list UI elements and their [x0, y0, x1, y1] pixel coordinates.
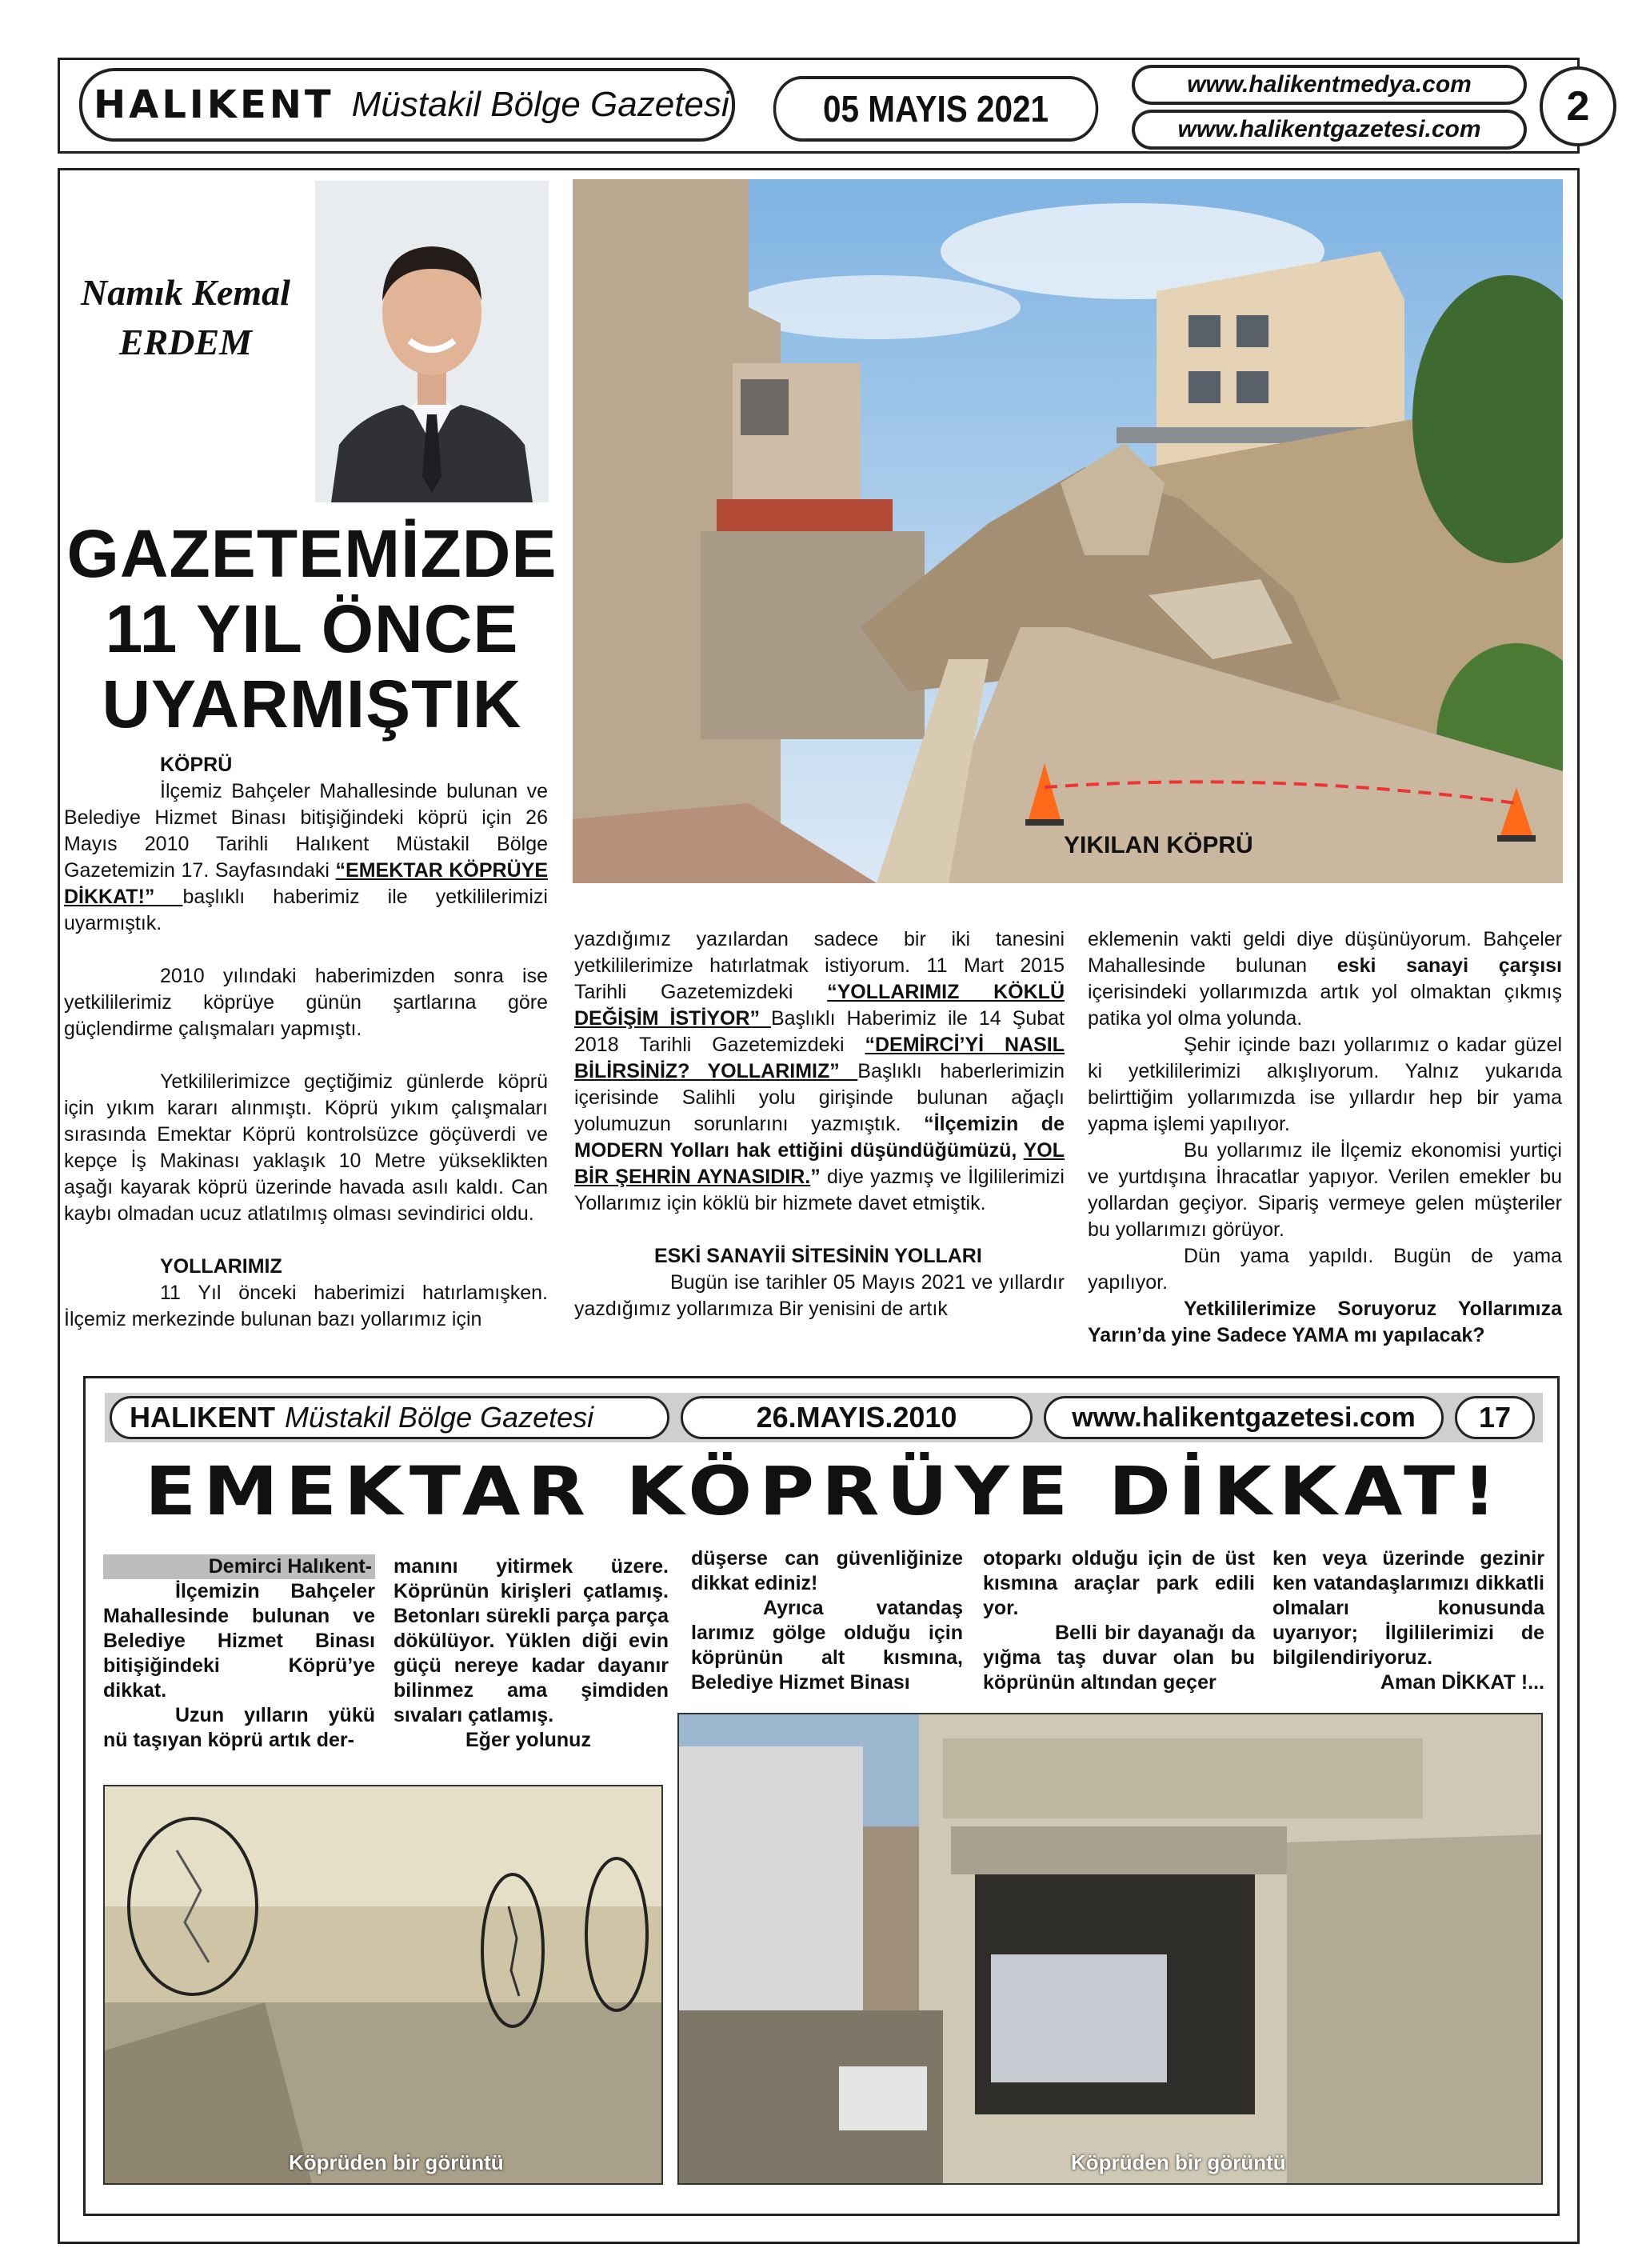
section-heading-kopru: KÖPRÜ — [160, 754, 233, 776]
clipping-paragraph: Uzun yılların yükü nü taşıyan köprü artık der- — [103, 1704, 375, 1751]
bold-quote-end: ” — [810, 1166, 827, 1188]
clipping-paragraph: düşerse can güvenliğinize dikkat ediniz! — [691, 1547, 963, 1594]
paragraph: Bu yollarımız ile İlçemiz ekonomisi yurtiçi ve yurtdışına İhracatlar yapıyor. Verilen emekler bu yollardan geçiyor. Sipariş vermeye gelen müşteriler bu yollarımızı görüyor. — [1088, 1139, 1562, 1241]
section-heading-yollarimiz: YOLLARIMIZ — [160, 1255, 282, 1278]
brand-pill — [79, 68, 735, 142]
clipping-paragraph: Eğer yolunuz — [465, 1729, 591, 1751]
paragraph: Yetkililerimizce geçtiğimiz günlerde köprü için yıkım kararı alınmıştı. Köprü yıkım çalışmaları sırasında Emektar Köprü kontrolsüzce göçüverdi ve kepçe İş Makinası yaklaşık 10 Metre yükseklikten aşağı kayarak köprü üzerinde havada asılı kaldı. Can kaybı olmadan ucuz atlatılmış olması sevindirici oldu. — [64, 1070, 548, 1225]
text-span: içerisindeki yollarımızda artık yol olmaktan çıkmış patika yol olma yolunda. — [1088, 981, 1562, 1030]
article-column-1 — [64, 752, 548, 1333]
collapsed-bridge-photo — [573, 179, 1563, 883]
issue-date: 05 MAYIS 2021 — [773, 76, 1099, 142]
photo-caption: Köprüden bir görüntü — [289, 2150, 504, 2174]
author-portrait-image — [315, 181, 549, 502]
clipping-masthead — [105, 1393, 1543, 1442]
archive-clipping — [83, 1376, 1560, 2216]
clipping-subtitle: Müstakil Bölge Gazetesi — [285, 1401, 594, 1434]
clipping-column-4 — [983, 1546, 1255, 1695]
text-span: diye yazmış ve İlgililerimizi Yollarımız için köklü bir hizmete davet etmiştik. — [574, 1166, 1065, 1214]
clipping-photo-2 — [677, 1713, 1543, 2185]
text-span: eklemenin vakti geldi diye düşünüyorum. Bahçeler Mahallesinde bulunan — [1088, 928, 1562, 977]
brand-subtitle: Müstakil Bölge Gazetesi — [351, 85, 729, 124]
text-span: İlçemiz Bahçeler Mahallesinde bulunan ve Belediye Hizmet Binası bitişiğindeki köprü için 26 Mayıs 2010 Tarihli Halıkent Müstakil Bölge Gazetemizin 17. Sayfasındaki — [64, 780, 548, 882]
page-number: 2 — [1540, 66, 1616, 146]
clipping-headline: EMEKTAR KÖPRÜYE DİKKAT! — [144, 1452, 1504, 1530]
clipping-column-2 — [394, 1554, 669, 1753]
clipping-sign-off: Aman DİKKAT !... — [1380, 1671, 1544, 1694]
clipping-column-5 — [1272, 1546, 1544, 1695]
headline-line-3: UYARMIŞTIK — [102, 666, 522, 742]
brand-name: HALIKENT — [94, 82, 334, 127]
paragraph — [64, 778, 548, 937]
website-link-1[interactable]: www.halikentmedya.com — [1132, 65, 1527, 105]
clipping-page-number: 17 — [1455, 1396, 1535, 1439]
author-name — [74, 268, 298, 367]
headline-line-1: GAZETEMİZDE — [66, 516, 557, 591]
bridge-arch-image — [679, 1714, 1543, 2185]
referenced-headline: “EMEKTAR KÖPRÜYE DİKKAT!” — [64, 859, 548, 908]
photo-caption: Köprüden bir görüntü — [1071, 2150, 1286, 2174]
clipping-paragraph: manını yitirmek üzere. Köprünün kirişleri çatlamış. Betonları sürekli parça parça dökülüyor. Yüklen diği evin güçü nereye kadar dayanır bilinmez ama şimdiden sıvaları çatlamış. — [394, 1555, 669, 1726]
clipping-column-3 — [691, 1546, 963, 1695]
clipping-column-1 — [103, 1554, 375, 1753]
clipping-paragraph: Belli bir dayanağı da yığma taş duvar olan bu köprünün altından geçer — [983, 1622, 1255, 1694]
referenced-headline: “DEMİRCİ’Yİ NASIL BİLİRSİNİZ? YOLLARIMIZ” — [574, 1034, 1065, 1082]
collapsed-bridge-image — [573, 179, 1563, 883]
clipping-paragraph: Ayrıca vatandaş larımız gölge olduğu için köprünün alt kısmına, Belediye Hizmet Binası — [691, 1597, 963, 1694]
paragraph: 2010 yılındaki haberimizden sonra ise yetkililerimiz köprüye günün şartlarına göre güçlendirme çalışmaları yapmıştı. — [64, 965, 548, 1040]
headline-line-2: 11 YIL ÖNCE — [105, 591, 519, 666]
clipping-url: www.halikentgazetesi.com — [1044, 1396, 1444, 1439]
text-span: başlıklı haberimiz ile yetkililerimizi uyarmıştık. — [64, 886, 548, 934]
clipping-photo-1 — [103, 1785, 663, 2185]
clipping-paragraph: ken veya üzerinde gezinir ken vatandaşlarımızı dikkatli olmaları konusunda uyarıyor; İlgililerimizi de bilgilendiriyoruz. — [1272, 1547, 1544, 1669]
paragraph: Bugün ise tarihler 05 Mayıs 2021 ve yıllardır yazdığımız yollarımıza Bir yenisini de artık — [574, 1271, 1065, 1320]
paragraph: 11 Yıl önceki haberimizi hatırlamışken. İlçemiz merkezinde bulunan bazı yollarımız için — [64, 1282, 548, 1330]
article-headline — [64, 516, 560, 742]
bridge-crack-image — [105, 1786, 663, 2185]
article-column-3 — [1088, 926, 1562, 1349]
main-photo-caption: YIKILAN KÖPRÜ — [1064, 832, 1253, 858]
paragraph: Dün yama yapıldı. Bugün de yama yapılıyor. — [1088, 1245, 1562, 1294]
masthead — [58, 58, 1590, 154]
clipping-paragraph: otoparkı olduğu için de üst kısmına araçlar park edili yor. — [983, 1547, 1255, 1619]
referenced-headline: “YOLLARIMIZ KÖKLÜ DEĞİŞİM İSTİYOR” — [574, 981, 1065, 1030]
closing-question: Yetkililerimize Soruyoruz Yollarımıza Yarın’da yine Sadece YAMA mı yapılacak? — [1088, 1298, 1562, 1346]
section-heading-sanayi: ESKİ SANAYİİ SİTESİNİN YOLLARI — [654, 1245, 982, 1267]
text-span: Başlıklı haberlerimizin içerisinde Salihli yolu girişinde bulunan ağaçlı yolumuzun sorunlarını yazmıştık. — [574, 1060, 1065, 1135]
clipping-brand: HALIKENT — [130, 1401, 275, 1434]
paragraph — [574, 926, 1065, 1217]
website-link-2[interactable]: www.halikentgazetesi.com — [1132, 110, 1527, 150]
author-photo — [315, 181, 549, 502]
bold-quote: “İlçemizin de MODERN Yolları hak ettiğini düşündüğümüzü, — [574, 1113, 1065, 1162]
author-last-name: ERDEM — [118, 322, 253, 362]
clipping-dateline: Demirci Halıkent- — [103, 1554, 375, 1579]
clipping-paragraph: İlçemizin Bahçeler Mahallesinde bulunan ve Belediye Hizmet Binası bitişiğindeki Köprü’ye dikkat. — [103, 1580, 375, 1702]
paragraph — [1088, 926, 1562, 1032]
paragraph: Şehir içinde bazı yollarımız o kadar güzel ki yetkililerimizi alkışlıyorum. Yalnız yukarıda belirttiğim yollarımızda ise yıllardır hep bir yama yapma işlemi yapılıyor. — [1088, 1034, 1562, 1135]
bold-text: eski sanayi çarşısı — [1336, 954, 1562, 977]
text-span: yazdığımız yazılardan sadece bir iki tanesini yetkililerimize hatırlatmak istiyorum. 11 Mart 2015 Tarihli Gazetemizdeki — [574, 928, 1065, 1003]
text-span: Başlıklı Haberimiz ile 14 Şubat 2018 Tarihli Gazetemizdeki — [574, 1007, 1065, 1056]
author-first-name: Namık Kemal — [81, 272, 290, 313]
underlined-quote: YOL BİR ŞEHRİN AYNASIDIR. — [574, 1139, 1065, 1188]
article-column-2 — [574, 926, 1065, 1322]
clipping-date: 26.MAYIS.2010 — [681, 1396, 1033, 1439]
clipping-brand-pill — [110, 1396, 669, 1439]
